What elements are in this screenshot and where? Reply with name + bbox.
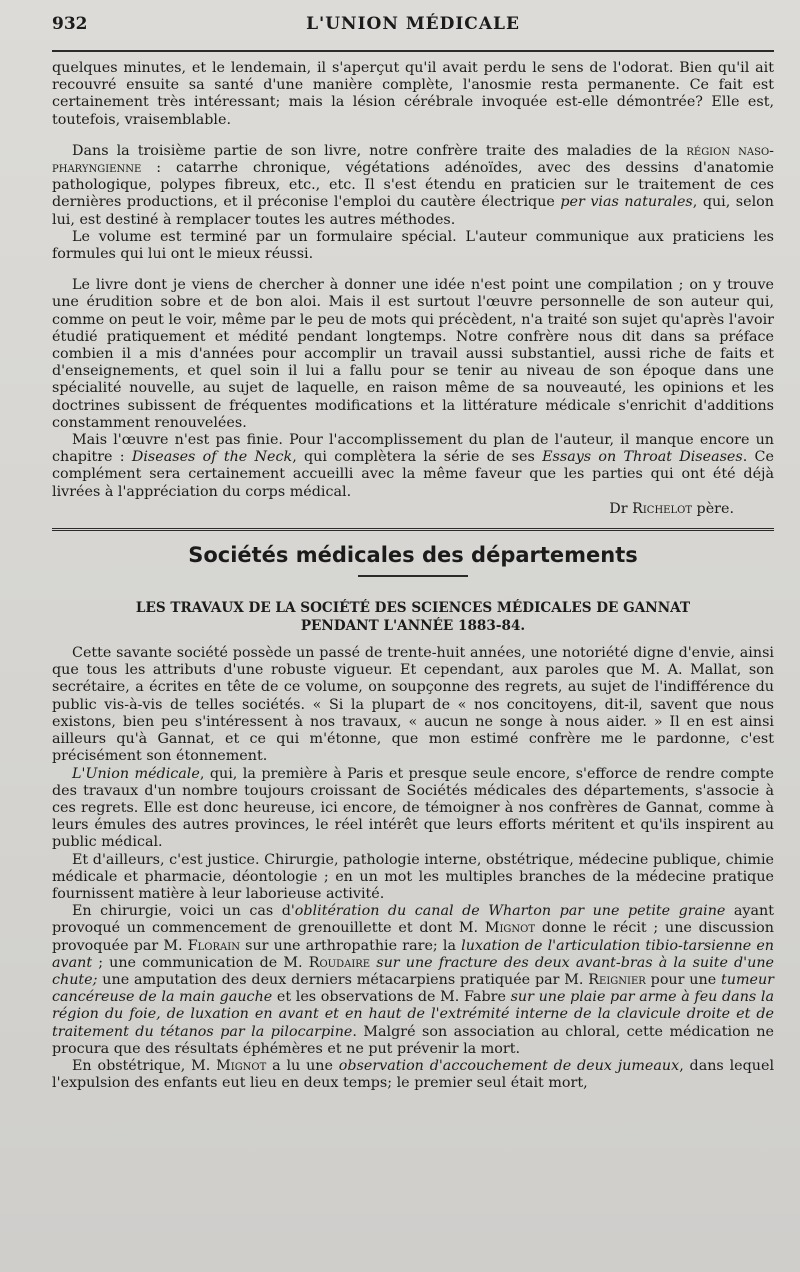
article-title-line-2: PENDANT L'ANNÉE 1883-84. <box>300 618 526 635</box>
review-paragraph-5 <box>52 432 774 501</box>
text: , qui, la première à Paris et presque seule encore, s'efforce de rendre compte des travaux d'un nombre toujours croissant de Sociétés médicales des départements, s'associe à ces regrets. Elle est donc heureuse, ici encore, de témoigner à nos confrères de Gannat, comme à leurs émules des autres provinces, le réel intérêt que leurs efforts méritent et qu'ils inspirent au public médical. <box>52 765 774 851</box>
text: donne le récit ; une discussion provoquée par M. <box>52 920 774 954</box>
article-paragraph-4 <box>52 903 774 1058</box>
text: , dans lequel l'expulsion des enfants eut lieu en deux temps; le premier seul était mort, <box>52 1057 775 1092</box>
text: ; une communication de M. <box>92 954 309 971</box>
text: Mais l'œuvre n'est pas finie. Pour l'accomplissement du plan de l'auteur, il manque encore un chapitre : <box>52 432 774 466</box>
article-paragraph-3: Et d'ailleurs, c'est justice. Chirurgie, pathologie interne, obstétrique, médecine publique, chimie médicale et pharmacie, déontologie ; en un mot les multiples branches de la médecine pratique fournissent matière à leur laborieuse activité. <box>52 851 774 902</box>
italic-term: observation d'accouchement de deux jumeaux <box>338 1057 680 1074</box>
journal-title: L'Union médicale <box>72 765 200 782</box>
text: : catarrhe chronique, végétations adénoïdes, avec des dessins d'anatomie pathologique, polypes fibreux, etc., etc. Il s'est étendu en praticien sur le traitement de ces dernières productions, et il préconise l'emploi du cautère électrique <box>52 160 774 211</box>
text: . Ce complément sera certainement accueilli avec la même faveur que les parties qui ont été déjà livrées à l'appréciation du corps médical. <box>52 449 774 500</box>
text: , qui complètera la série de ses <box>292 449 543 466</box>
italic-term: luxation de l'articulation tibio-tarsienne en avant <box>52 937 775 971</box>
italic-term: oblitération du canal de Wharton par une petite graine <box>294 903 726 920</box>
signature-name: Richelot <box>632 500 692 517</box>
signature-prefix: Dr <box>609 500 633 517</box>
italic-term: sur une fracture des deux avant-bras à la suite d'une chute; <box>52 954 774 988</box>
text: pour une <box>645 971 721 988</box>
section-divider <box>52 528 774 531</box>
author-name: Mignot <box>484 920 536 937</box>
text: Dans la troisième partie de son livre, notre confrère traite des maladies de la <box>72 142 687 159</box>
signature <box>52 501 774 518</box>
text: En obstétrique, M. <box>72 1057 217 1074</box>
article-paragraph-2 <box>52 766 774 852</box>
text: ayant provoqué un commencement de grenouillette et dont M. <box>52 903 774 937</box>
book-title: Essays on Throat Diseases <box>542 449 743 466</box>
text: a lu une <box>266 1057 339 1074</box>
section-title: Sociétés médicales des départements <box>188 543 638 568</box>
text: et les observations de M. Fabre <box>272 989 511 1006</box>
small-caps-term: région naso-pharyngienne <box>52 142 774 177</box>
review-paragraph-1: quelques minutes, et le lendemain, il s'aperçut qu'il avait perdu le sens de l'odorat. Bien qu'il ait recouvré ensuite sa santé d'une manière complète, l'anosmie resta permanente. Ce fait est certainement très intéressant; mais la lésion cérébrale invoquée est-elle démontrée? Elle est, toutefois, vraisemblable. <box>52 60 774 128</box>
header-rule <box>52 50 774 52</box>
italic-term: tumeur cancéreuse de la main gauche <box>52 971 775 1006</box>
author-name: Reignier <box>588 971 646 988</box>
article-title <box>52 599 774 635</box>
author-name: Mignot <box>216 1057 267 1074</box>
text: , qui, selon lui, est destiné à remplacer toutes les autres méthodes. <box>52 194 774 228</box>
page-number: 932 <box>52 14 88 34</box>
text: sur une arthropathie rare; la <box>239 937 462 954</box>
review-paragraph-2 <box>52 143 774 229</box>
spacer <box>52 129 774 143</box>
section-title-rule <box>358 575 468 577</box>
running-head <box>52 14 774 44</box>
spacer <box>52 263 774 277</box>
review-paragraph-4: Le livre dont je viens de chercher à donner une idée n'est point une compilation ; on y trouve une érudition sobre et de bon aloi. Mais il est surtout l'œuvre personnelle de son auteur qui, comme on peut le voir, même par le peu de mots qui précèdent, n'a traité son sujet qu'après l'avoir étudié pratiquement et médité pendant longtemps. Notre confrère nous dit dans sa préface combien il a mis d'années pour accomplir un travail aussi substantiel, aussi riche de faits et d'enseignements, et quel soin il lui a fallu pour se tenir au niveau de son époque dans une spécialité nouvelle, au sujet de laquelle, en raison même de sa nouveauté, les opinions et les doctrines subissent de fréquentes modifications et la littérature médicale s'enrichit d'additions constamment renouvelées. <box>52 277 774 431</box>
text: En chirurgie, voici un cas d' <box>72 903 295 920</box>
italic-term: sur une plaie par arme à feu dans la région du foie, de luxation en avant et en haut de l'extrémité interne de la clavicule droite et de traitement du tétanos par la pilocarpine <box>52 989 774 1040</box>
signature-suffix: père. <box>692 500 734 517</box>
article-paragraph-5 <box>52 1058 774 1092</box>
author-name: Florain <box>187 937 240 954</box>
article-paragraph-1: Cette savante société possède un passé de trente-huit années, une notoriété digne d'envie, ainsi que tous les attributs d'une robuste vigueur. Et cependant, aux paroles que M. A. Mallat, son secrétaire, a écrites en tête de ce volume, on soupçonne des regrets, au sujet de l'indifférence du public vis-à-vis de telles sociétés. « Si la plupart de « nos concitoyens, dit-il, savent que nous existons, bien peu s'intéressent à nos travaux, « aucun ne songe à nous aider. » Il en est ainsi ailleurs qu'à Gannat, et ce qui m'étonne, que mon estimé confrère me le pardonne, c'est précisément son étonnement. <box>52 645 774 765</box>
review-paragraph-3: Le volume est terminé par un formulaire spécial. L'auteur communique aux praticiens les formules qui lui ont le mieux réussi. <box>52 228 774 263</box>
book-title: Diseases of the Neck <box>131 449 293 466</box>
italic-term: per vias naturales <box>560 194 693 211</box>
text: . Malgré son association au chloral, cette médication ne procura que des résultats éphémères et ne put prévenir la mort. <box>52 1023 774 1057</box>
author-name: Roudaire <box>308 954 371 971</box>
running-title: L'UNION MÉDICALE <box>306 14 520 34</box>
text: une amputation des deux derniers métacarpiens pratiquée par M. <box>97 971 589 988</box>
article-title-line-1: LES TRAVAUX DE LA SOCIÉTÉ DES SCIENCES MÉDICALES DE GANNAT <box>135 600 691 617</box>
